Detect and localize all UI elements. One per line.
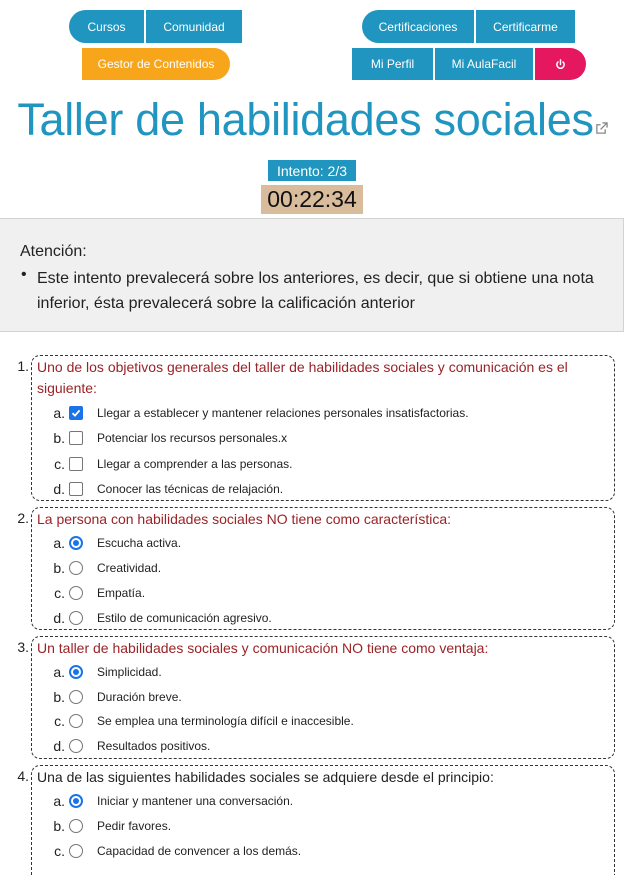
option-radio[interactable] [69,586,83,600]
option-label: Resultados positivos. [97,739,211,753]
option-row[interactable] [48,662,162,682]
nav-mi-aulafacil-button[interactable]: Mi AulaFacil [435,48,533,80]
nav-comunidad-button[interactable]: Comunidad [146,10,242,43]
page-title [0,92,625,148]
option-radio[interactable] [69,690,83,704]
notice-box [0,218,624,332]
option-checkbox[interactable] [69,457,83,471]
question-text: Un taller de habilidades sociales y comunicación NO tiene como ventaja: [37,640,489,656]
option-row[interactable] [48,583,145,603]
option-row[interactable] [48,816,171,836]
option-row[interactable] [48,454,292,474]
notice-heading: Atención: [20,243,87,260]
option-row[interactable] [48,479,283,499]
question-text: Una de las siguientes habilidades sociales se adquiere desde el principio: [37,769,494,785]
option-row[interactable] [48,533,181,553]
option-label: Llegar a comprender a las personas. [97,457,293,471]
option-checkbox[interactable] [69,482,83,496]
option-label: Creatividad. [97,561,162,575]
nav-certificaciones-button[interactable]: Certificaciones [362,10,474,43]
question-number: 3. [17,639,29,655]
option-radio[interactable] [69,794,83,808]
option-letter: c. [54,713,65,729]
option-radio[interactable] [69,714,83,728]
option-letter: c. [54,843,65,859]
option-row[interactable] [48,841,301,861]
option-checkbox[interactable] [69,406,83,420]
option-letter: d. [53,738,65,754]
option-row[interactable] [48,608,272,628]
nav-gestor-button[interactable]: Gestor de Contenidos [82,48,230,80]
option-label: Estilo de comunicación agresivo. [97,611,272,625]
option-checkbox[interactable] [69,431,83,445]
option-row[interactable] [48,711,354,731]
option-label: Iniciar y mantener una conversación. [97,794,294,808]
nav-mi-perfil-button[interactable]: Mi Perfil [352,48,433,80]
option-row[interactable] [48,736,210,756]
notice-item: Este intento prevalecerá sobre los anteriores, es decir, que si obtiene una nota inferior, ésta prevalecerá sobre la calificación anterior [37,270,594,312]
nav-certificarme-button[interactable]: Certificarme [476,10,575,43]
option-letter: b. [53,818,65,834]
option-label: Escucha activa. [97,536,182,550]
option-letter: b. [53,430,65,446]
option-letter: d. [53,481,65,497]
option-row[interactable] [48,558,161,578]
option-label: Capacidad de convencer a los demás. [97,844,302,858]
option-letter: d. [53,610,65,626]
external-link-icon[interactable] [595,122,608,135]
bullet-icon: • [21,266,27,283]
option-label: Llegar a establecer y mantener relaciones personales insatisfactorias. [97,406,469,420]
attempt-badge: Intento: 2/3 [268,160,356,181]
option-label: Se emplea una terminología difícil e inaccesible. [97,714,354,728]
option-row[interactable] [48,687,182,707]
option-label: Duración breve. [97,690,182,704]
option-row[interactable] [48,428,287,448]
power-icon [555,59,566,70]
timer-display: 00:22:34 [261,185,363,214]
logout-button[interactable] [535,48,586,80]
question-text: La persona con habilidades sociales NO tiene como característica: [37,511,451,527]
option-label: Pedir favores. [97,819,172,833]
checkmark-icon [71,408,81,418]
option-letter: a. [53,664,65,680]
option-letter: b. [53,560,65,576]
option-label: Empatía. [97,586,146,600]
option-label: Simplicidad. [97,665,162,679]
question-number: 4. [17,768,29,784]
option-letter: a. [53,535,65,551]
nav-cursos-button[interactable]: Cursos [69,10,144,43]
option-letter: c. [54,585,65,601]
option-label: Potenciar los recursos personales.x [97,431,288,445]
option-letter: c. [54,456,65,472]
option-radio[interactable] [69,819,83,833]
option-letter: a. [53,793,65,809]
option-row[interactable] [48,791,293,811]
option-radio[interactable] [69,536,83,550]
option-label: Conocer las técnicas de relajación. [97,482,284,496]
option-radio[interactable] [69,665,83,679]
option-radio[interactable] [69,844,83,858]
question-text: Uno de los objetivos generales del taller de habilidades sociales y comunicación es el siguiente: [37,359,568,396]
option-radio[interactable] [69,611,83,625]
page-title-text: Taller de habilidades sociales [17,94,594,145]
option-radio[interactable] [69,739,83,753]
question-number: 2. [17,510,29,526]
option-letter: a. [53,405,65,421]
question-number: 1. [17,358,29,374]
option-letter: b. [53,689,65,705]
option-row[interactable] [48,403,469,423]
option-radio[interactable] [69,561,83,575]
